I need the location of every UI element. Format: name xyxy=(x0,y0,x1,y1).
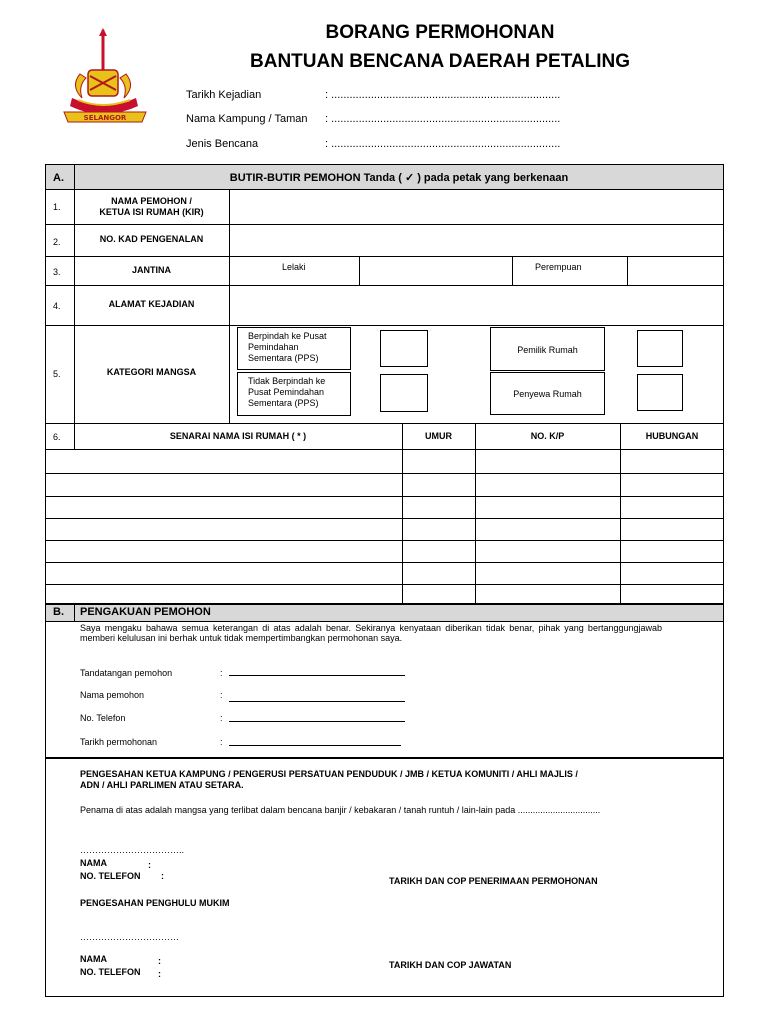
gender-option-female: Perempuan xyxy=(535,262,582,272)
category-pps-label: Berpindah ke Pusat Pemindahan Sementara (PPS) xyxy=(237,327,351,370)
section-a-letter: A. xyxy=(53,172,64,184)
category-owner-label: Pemilik Rumah xyxy=(490,327,605,371)
header-label-bencana: Jenis Bencana xyxy=(186,138,259,150)
category-tenant-checkbox[interactable] xyxy=(637,374,683,411)
row3-label: JANTINA xyxy=(131,265,171,275)
logo-ribbon-text: SELANGOR xyxy=(83,114,127,122)
gender-male-checkbox[interactable] xyxy=(361,258,511,284)
application-date-colon: : xyxy=(220,737,223,747)
row2-label: NO. KAD PENGENALAN xyxy=(99,234,204,244)
header-label-tarikh: Tarikh Kejadian xyxy=(186,89,262,101)
category-non-pps-checkbox[interactable] xyxy=(380,374,428,412)
penghulu-phone-label: NO. TELEFON xyxy=(80,967,141,977)
verification-box xyxy=(45,758,724,997)
header-label-kampung: Nama Kampung / Taman xyxy=(186,113,308,125)
category-non-pps-label: Tidak Berpindah ke Pusat Pemindahan Sementara (PPS) xyxy=(237,372,351,416)
household-row-4[interactable] xyxy=(47,520,401,539)
category-owner-checkbox[interactable] xyxy=(637,330,683,367)
household-row-7[interactable] xyxy=(47,586,401,603)
verification-heading-line1: PENGESAHAN KETUA KAMPUNG / PENGERUSI PERSATUAN PENDUDUK / JMB / KETUA KOMUNITI / AHLI MAJLIS / xyxy=(80,769,578,779)
household-row-3[interactable] xyxy=(47,498,401,517)
kk-signature-dots[interactable]: …………………………….. xyxy=(80,845,185,855)
kk-phone-colon: : xyxy=(161,871,164,881)
household-row-2[interactable] xyxy=(47,475,401,495)
header-field-bencana[interactable]: : ........................................................................... xyxy=(325,138,561,150)
penghulu-name-colon: : xyxy=(158,956,161,966)
household-col-age: UMUR xyxy=(425,431,452,441)
row5-number: 5. xyxy=(53,369,61,379)
section-b-title: PENGAKUAN PEMOHON xyxy=(80,606,211,618)
row3-number: 3. xyxy=(53,267,61,277)
gender-female-checkbox[interactable] xyxy=(629,258,722,284)
header-field-kampung[interactable]: : ........................................................................... xyxy=(325,113,561,125)
household-col-kp: NO. K/P xyxy=(530,431,565,441)
row2-number: 2. xyxy=(53,237,61,247)
household-row-6[interactable] xyxy=(47,564,401,583)
section-a-title: BUTIR-BUTIR PEMOHON Tanda ( ✓ ) pada petak yang berkenaan xyxy=(229,172,569,184)
application-date-label: Tarikh permohonan xyxy=(80,737,158,747)
ic-number-field[interactable] xyxy=(231,226,722,255)
signature-label: Tandatangan pemohon xyxy=(80,668,173,678)
phone-colon: : xyxy=(220,713,223,723)
declaration-text: Saya mengaku bahawa semua keterangan di atas adalah benar. Sekiranya kenyataan diberikan tidak benar, pihak yang bertanggungjawab memberi kelulusan ini berhak untuk tidak mempertimbangkan permohonan saya. xyxy=(80,623,662,643)
kk-name-label: NAMA xyxy=(80,858,107,868)
category-tenant-label: Penyewa Rumah xyxy=(490,372,605,415)
selangor-crest-logo xyxy=(60,26,150,130)
row4-label: ALAMAT KEJADIAN xyxy=(108,299,195,309)
applicant-name-field[interactable] xyxy=(231,191,722,223)
signature-line[interactable] xyxy=(229,675,405,676)
verification-heading-line2: ADN / AHLI PARLIMEN ATAU SETARA. xyxy=(80,780,244,790)
row1-number: 1. xyxy=(53,202,61,212)
row6-number: 6. xyxy=(53,432,61,442)
row5-label: KATEGORI MANGSA xyxy=(106,367,197,377)
row1-label-line1: NAMA PEMOHON / xyxy=(111,196,192,206)
phone-label: No. Telefon xyxy=(80,713,126,723)
verification-statement: Penama di atas adalah mangsa yang terlibat dalam bencana banjir / kebakaran / tanah runtuh / lain-lain pada ................................. xyxy=(80,805,601,815)
penghulu-signature-dots[interactable]: …………………………… xyxy=(80,932,179,942)
applicant-name-label: Nama pemohon xyxy=(80,690,145,700)
stamp-receipt-label: TARIKH DAN COP PENERIMAAN PERMOHONAN xyxy=(389,876,598,886)
penghulu-phone-colon: : xyxy=(158,969,161,979)
household-col-name: SENARAI NAMA ISI RUMAH ( * ) xyxy=(169,431,307,441)
penghulu-name-label: NAMA xyxy=(80,954,107,964)
kk-phone-label: NO. TELEFON xyxy=(80,871,141,881)
form-title-line2: BANTUAN BENCANA DAERAH PETALING xyxy=(250,51,630,72)
penghulu-heading: PENGESAHAN PENGHULU MUKIM xyxy=(80,898,230,908)
phone-line[interactable] xyxy=(229,721,405,722)
gender-option-male: Lelaki xyxy=(282,262,306,272)
household-row-5[interactable] xyxy=(47,542,401,561)
incident-address-field[interactable] xyxy=(231,287,722,324)
section-b-letter: B. xyxy=(53,606,64,618)
row1-label-line2: KETUA ISI RUMAH (KIR) xyxy=(99,207,204,217)
household-col-relationship: HUBUNGAN xyxy=(645,431,699,441)
kk-name-colon: : xyxy=(148,860,151,870)
signature-colon: : xyxy=(220,668,223,678)
stamp-position-label: TARIKH DAN COP JAWATAN xyxy=(389,960,512,970)
row4-number: 4. xyxy=(53,301,61,311)
applicant-name-line[interactable] xyxy=(229,701,405,702)
application-date-line[interactable] xyxy=(229,745,401,746)
form-title-line1: BORANG PERMOHONAN xyxy=(325,22,555,43)
header-field-tarikh[interactable]: : ........................................................................... xyxy=(325,89,561,101)
applicant-name-colon: : xyxy=(220,690,223,700)
category-pps-checkbox[interactable] xyxy=(380,330,428,367)
household-row-1[interactable] xyxy=(47,451,401,472)
